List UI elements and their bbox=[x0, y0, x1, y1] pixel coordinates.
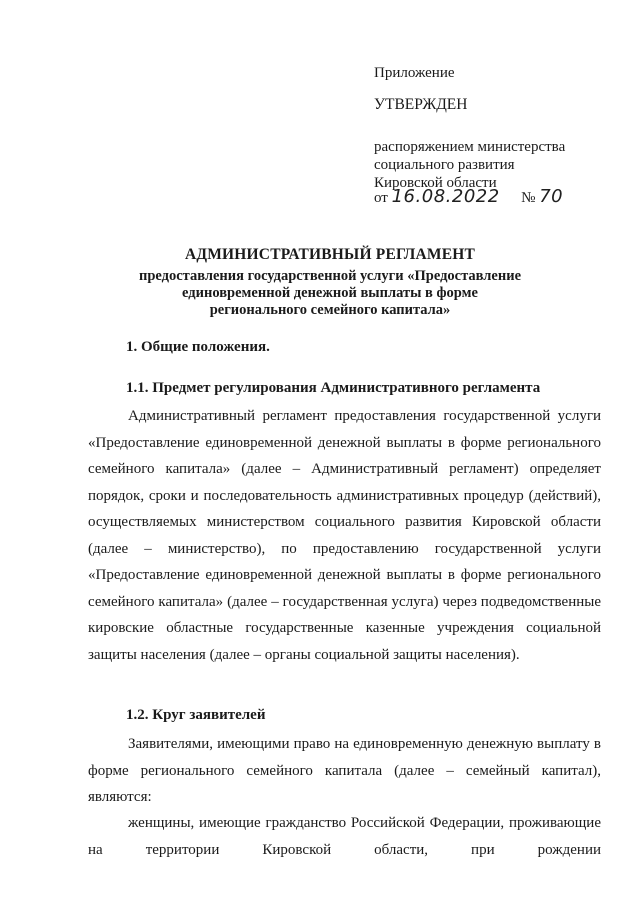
approved-label: УТВЕРЖДЕН bbox=[374, 96, 468, 113]
approved-by-line: Кировской области bbox=[374, 175, 497, 191]
paragraph-text: Административный регламент предоставления государственной услуги «Предоставление единовременной денежной выплаты в форме регионального семейного капитала» (далее – Административный регламент) определяет порядок, сроки и последовательность административных процедур (действий), осуществляемых министерством социального развития Кировской области (далее – министерство), по предоставлению государственной услуги «Предоставление единовременной денежной выплаты в форме регионального семейного капитала» (далее – государственная услуга) через подведомственные кировские областные государственные казенные учреждения социальной защиты населения (далее – органы социальной защиты населения). bbox=[88, 408, 601, 663]
title-subtitle bbox=[60, 268, 600, 319]
date-number-line bbox=[374, 188, 563, 207]
appendix-label: Приложение bbox=[374, 65, 455, 81]
section-heading-applicants: 1.2. Круг заявителей bbox=[126, 707, 266, 723]
handwritten-number: 70 bbox=[539, 186, 564, 207]
paragraph bbox=[88, 403, 601, 668]
paragraph bbox=[88, 731, 601, 811]
paragraph bbox=[88, 810, 601, 863]
approved-by bbox=[374, 138, 565, 192]
subtitle-line: предоставления государственной услуги «Предоставление bbox=[138, 268, 522, 284]
paragraph-text: Заявителями, имеющими право на единовременную денежную выплату в форме регионального семейного капитала (далее – семейный капитал), являются: bbox=[88, 736, 601, 805]
section-heading-general: 1. Общие положения. bbox=[126, 339, 270, 355]
paragraph-text: женщины, имеющие гражданство Российской Федерации, проживающие на территории Кировской области, при рождении bbox=[88, 815, 601, 858]
title-main: АДМИНИСТРАТИВНЫЙ РЕГЛАМЕНТ bbox=[184, 246, 476, 263]
approved-by-line: распоряжением министерства bbox=[374, 139, 566, 155]
handwritten-date: 16.08.2022 bbox=[391, 186, 500, 207]
subtitle-line: регионального семейного капитала» bbox=[209, 302, 451, 318]
approved-by-line: социального развития bbox=[374, 157, 515, 173]
number-prefix: № bbox=[521, 190, 536, 206]
section-heading-subject: 1.1. Предмет регулирования Административного регламента bbox=[126, 380, 541, 396]
date-prefix: от bbox=[374, 190, 388, 206]
document-title bbox=[60, 246, 600, 319]
subtitle-line: единовременной денежной выплаты в форме bbox=[182, 285, 478, 301]
